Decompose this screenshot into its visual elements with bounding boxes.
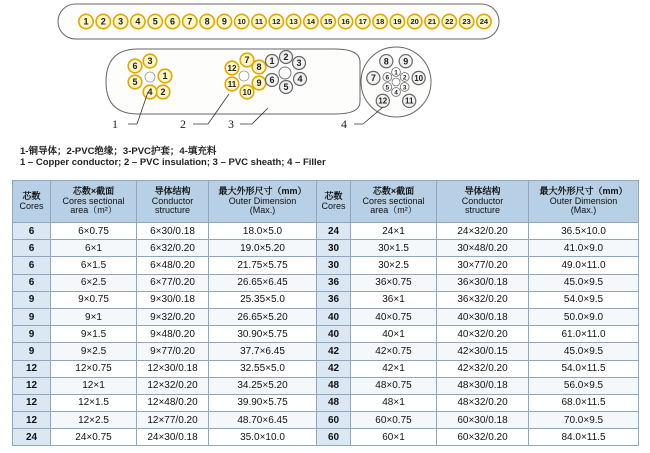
core-number: 21 (427, 17, 437, 27)
cell-cores-right: 36 (317, 291, 351, 308)
cell-cores-right: 48 (317, 377, 351, 394)
round-inner-core (383, 73, 392, 82)
flat-core (356, 14, 370, 28)
bundle-a-core (158, 69, 172, 83)
core-number: 5 (385, 84, 390, 92)
cell-dimension-left: 18.0×5.0 (209, 223, 317, 240)
callout-2: 2 (180, 117, 186, 131)
flat-core (200, 14, 214, 28)
flat-core (183, 14, 197, 28)
core-number: 7 (187, 16, 193, 27)
cell-cores-left: 6 (13, 257, 51, 274)
table-row (13, 240, 639, 257)
core-number: 5 (283, 82, 289, 93)
flat-core (131, 14, 145, 28)
cell-cores-left: 24 (13, 429, 51, 446)
cell-structure-right: 24×32/0.20 (437, 223, 529, 240)
cell-section-right: 42×0.75 (351, 343, 437, 360)
bundle-c-core (294, 73, 307, 86)
flat-core (373, 14, 387, 28)
cell-structure-right: 48×32/0.20 (437, 394, 529, 411)
cell-dimension-left: 48.70×6.45 (209, 412, 317, 429)
round-inner-core (392, 68, 401, 77)
flat-core (113, 14, 127, 28)
cell-section-left: 6×1.5 (51, 257, 137, 274)
round-inner-core (383, 83, 392, 92)
cell-structure-right: 40×32/0.20 (437, 326, 529, 343)
flat-core (79, 14, 93, 28)
cell-dimension-right: 45.0×9.5 (529, 274, 639, 291)
flat-core (304, 14, 318, 28)
round-inner-core (400, 73, 409, 82)
cell-structure-right: 40×30/0.18 (437, 308, 529, 325)
core-number: 11 (255, 17, 263, 27)
header-cores-right: 芯数 Cores (317, 181, 351, 223)
cell-structure-left: 6×32/0.20 (137, 240, 209, 257)
core-number: 3 (118, 16, 124, 27)
cell-dimension-right: 56.0×9.5 (529, 377, 639, 394)
bundle-b-core (252, 76, 266, 90)
cell-structure-right: 60×30/0.18 (437, 412, 529, 429)
cell-section-left: 6×0.75 (51, 223, 137, 240)
cell-cores-left: 9 (13, 326, 51, 343)
flat-core (442, 14, 456, 28)
table-body (13, 223, 639, 446)
header-section-right: 芯数×截面 Cores sectional area（m²） (351, 181, 437, 223)
cell-section-right: 36×1 (351, 291, 437, 308)
bundle-c-core (280, 51, 293, 64)
cell-section-right: 40×0.75 (351, 308, 437, 325)
cell-structure-left: 12×30/0.18 (137, 360, 209, 377)
bundle-a-core (156, 85, 170, 99)
cell-dimension-right: 54.0×11.5 (529, 360, 639, 377)
cell-dimension-right: 70.0×9.5 (529, 412, 639, 429)
flat-core (96, 14, 110, 28)
table-header-row (13, 181, 639, 223)
core-number: 4 (147, 87, 153, 98)
cell-structure-left: 6×48/0.20 (137, 257, 209, 274)
cell-cores-right: 30 (317, 257, 351, 274)
filler-core (145, 72, 155, 82)
core-number: 1 (83, 16, 89, 27)
core-number: 10 (237, 17, 246, 27)
core-number: 6 (385, 74, 390, 82)
legend-chinese: 1-铜导体；2-PVC绝缘；3-PVC护套；4-填充料 (20, 146, 217, 157)
flat-core (477, 14, 491, 28)
header-section-left: 芯数×截面 Cores sectional area（m²） (51, 181, 137, 223)
core-number: 16 (341, 17, 350, 27)
header-structure-left: 导体结构 Conductor structure (137, 181, 209, 223)
cell-cores-right: 48 (317, 394, 351, 411)
cell-structure-left: 9×48/0.20 (137, 326, 209, 343)
cell-cores-left: 9 (13, 308, 51, 325)
table-row (13, 412, 639, 429)
round-inner-core (392, 88, 401, 97)
cell-section-right: 36×0.75 (351, 274, 437, 291)
cell-section-right: 60×0.75 (351, 412, 437, 429)
callout-4: 4 (341, 117, 347, 131)
cell-cores-right: 36 (317, 274, 351, 291)
table-row (13, 308, 639, 325)
table-row (13, 394, 639, 411)
cell-section-right: 48×1 (351, 394, 437, 411)
table-row (13, 291, 639, 308)
cell-section-right: 42×1 (351, 360, 437, 377)
cell-structure-right: 42×32/0.20 (437, 360, 529, 377)
core-number: 11 (404, 96, 414, 106)
cell-cores-right: 60 (317, 412, 351, 429)
cell-dimension-right: 41.0×9.0 (529, 240, 639, 257)
cell-structure-left: 9×77/0.20 (137, 343, 209, 360)
cell-structure-left: 24×30/0.18 (137, 429, 209, 446)
core-number: 9 (403, 56, 409, 67)
core-number: 4 (394, 89, 398, 97)
cell-dimension-right: 36.5×10.0 (529, 223, 639, 240)
cell-cores-right: 40 (317, 308, 351, 325)
round-outer-core (412, 71, 425, 84)
cell-dimension-left: 21.75×5.75 (209, 257, 317, 274)
bundle-c-core (280, 81, 293, 94)
cell-cores-left: 6 (13, 223, 51, 240)
cell-cores-right: 24 (317, 223, 351, 240)
cell-dimension-left: 26.65×5.20 (209, 308, 317, 325)
table-row (13, 223, 639, 240)
bundle-a-core (128, 59, 142, 73)
core-number: 8 (204, 16, 210, 27)
cell-structure-right: 36×30/0.18 (437, 274, 529, 291)
flat-core (286, 14, 300, 28)
cell-dimension-right: 68.0×11.5 (529, 394, 639, 411)
cell-section-left: 6×2.5 (51, 274, 137, 291)
cell-structure-right: 60×32/0.20 (437, 429, 529, 446)
cell-section-right: 40×1 (351, 326, 437, 343)
flat-core (459, 14, 473, 28)
cell-cores-left: 12 (13, 377, 51, 394)
cell-section-right: 24×1 (351, 223, 437, 240)
cell-section-right: 30×2.5 (351, 257, 437, 274)
cell-section-left: 24×0.75 (51, 429, 137, 446)
bundle-b-core (225, 61, 239, 75)
cell-dimension-right: 45.0×9.5 (529, 343, 639, 360)
core-number: 3 (147, 56, 153, 67)
core-number: 24 (479, 17, 489, 27)
core-number: 13 (289, 17, 298, 27)
core-number: 15 (324, 17, 333, 27)
core-number: 8 (383, 56, 389, 67)
core-number: 3 (402, 84, 407, 92)
header-cores-left: 芯数 Cores (13, 181, 51, 223)
cell-section-left: 9×2.5 (51, 343, 137, 360)
cell-structure-right: 30×77/0.20 (437, 257, 529, 274)
core-number: 12 (227, 63, 237, 73)
cell-dimension-right: 84.0×11.5 (529, 429, 639, 446)
flat-core (235, 14, 249, 28)
cable-diagram (0, 0, 650, 150)
cell-dimension-left: 39.90×5.75 (209, 394, 317, 411)
cell-section-right: 48×0.75 (351, 377, 437, 394)
round-outer-core (367, 71, 380, 84)
cell-structure-left: 6×30/0.18 (137, 223, 209, 240)
cell-structure-right: 48×30/0.18 (437, 377, 529, 394)
core-number: 2 (283, 52, 289, 63)
core-number: 6 (169, 16, 176, 27)
core-number: 12 (378, 96, 388, 106)
cell-cores-left: 6 (13, 274, 51, 291)
cell-section-left: 6×1 (51, 240, 137, 257)
core-number: 17 (358, 17, 367, 27)
flat-core (390, 14, 404, 28)
core-number: 2 (160, 87, 166, 98)
table-row (13, 343, 639, 360)
filler-core (239, 71, 249, 81)
core-number: 6 (132, 61, 138, 72)
callout-3: 3 (228, 117, 234, 131)
header-structure-right: 导体结构 Conductor structure (437, 181, 529, 223)
cell-section-left: 9×0.75 (51, 291, 137, 308)
cell-dimension-left: 37.7×6.45 (209, 343, 317, 360)
flat-core (269, 14, 283, 28)
core-number: 19 (393, 17, 402, 27)
table-row (13, 326, 639, 343)
cell-cores-right: 60 (317, 429, 351, 446)
cell-structure-left: 12×48/0.20 (137, 394, 209, 411)
core-number: 6 (269, 75, 275, 86)
flat-core (252, 14, 266, 28)
cell-section-left: 12×1.5 (51, 394, 137, 411)
cell-dimension-left: 26.65×6.45 (209, 274, 317, 291)
cell-structure-left: 6×77/0.20 (137, 274, 209, 291)
cell-cores-right: 42 (317, 360, 351, 377)
cell-dimension-left: 32.55×5.0 (209, 360, 317, 377)
cell-structure-right: 36×32/0.20 (437, 291, 529, 308)
core-number: 4 (135, 16, 141, 27)
core-number: 2 (402, 74, 407, 82)
bundle-c-core (293, 57, 306, 70)
bundle-a-core (128, 75, 142, 89)
round-inner-core (400, 83, 409, 92)
cell-dimension-left: 19.0×5.20 (209, 240, 317, 257)
legend (20, 146, 326, 168)
round-outer-core (380, 55, 393, 68)
cell-structure-left: 9×32/0.20 (137, 308, 209, 325)
cell-cores-left: 12 (13, 412, 51, 429)
flat-core (338, 14, 352, 28)
cell-cores-right: 40 (317, 326, 351, 343)
cell-cores-right: 30 (317, 240, 351, 257)
bundle-c-core (266, 55, 279, 68)
core-number: 5 (152, 16, 158, 27)
cell-dimension-right: 54.0×9.5 (529, 291, 639, 308)
cell-dimension-left: 25.35×5.0 (209, 291, 317, 308)
cell-dimension-right: 61.0×11.0 (529, 326, 639, 343)
callout-1: 1 (112, 117, 118, 131)
cell-cores-left: 12 (13, 360, 51, 377)
core-number: 9 (221, 16, 227, 27)
core-number: 9 (256, 78, 262, 89)
callout-labels (112, 117, 347, 131)
core-number: 7 (244, 55, 250, 66)
cell-dimension-left: 30.90×5.75 (209, 326, 317, 343)
cell-structure-left: 9×30/0.18 (137, 291, 209, 308)
cell-dimension-right: 49.0×11.0 (529, 257, 639, 274)
cell-dimension-right: 50.0×9.0 (529, 308, 639, 325)
table-row (13, 360, 639, 377)
bundle-a-core (143, 54, 157, 68)
table-row (13, 274, 639, 291)
cell-section-left: 12×1 (51, 377, 137, 394)
cell-structure-right: 42×30/0.15 (437, 343, 529, 360)
cell-structure-left: 12×32/0.20 (137, 377, 209, 394)
table-row (13, 257, 639, 274)
core-number: 5 (132, 77, 138, 88)
cell-section-left: 9×1.5 (51, 326, 137, 343)
cell-cores-left: 9 (13, 291, 51, 308)
core-number: 20 (410, 17, 419, 27)
flat-core (408, 14, 422, 28)
cell-section-left: 12×0.75 (51, 360, 137, 377)
cell-section-right: 30×1.5 (351, 240, 437, 257)
cell-structure-left: 12×77/0.20 (137, 412, 209, 429)
core-number: 10 (242, 87, 252, 97)
cell-dimension-left: 35.0×10.0 (209, 429, 317, 446)
cell-section-left: 12×2.5 (51, 412, 137, 429)
cell-dimension-left: 34.25×5.20 (209, 377, 317, 394)
filler-core (279, 67, 291, 79)
core-number: 1 (394, 69, 398, 77)
core-number: 23 (462, 17, 471, 27)
flat-core (321, 14, 335, 28)
cell-cores-right: 42 (317, 343, 351, 360)
bundle-c-core (266, 74, 279, 87)
flat-core (217, 14, 231, 28)
core-number: 22 (445, 17, 454, 27)
header-dimension-left: 最大外形尺寸（mm） Outer Dimension (Max.) (209, 181, 317, 223)
core-number: 4 (297, 74, 303, 85)
cell-cores-left: 9 (13, 343, 51, 360)
core-number: 3 (296, 58, 302, 69)
core-number: 10 (414, 73, 424, 83)
cell-section-left: 9×1 (51, 308, 137, 325)
round-outer-core (403, 94, 416, 107)
core-number: 1 (269, 56, 275, 67)
core-number: 8 (256, 62, 262, 73)
core-number: 1 (162, 71, 168, 82)
cell-cores-left: 12 (13, 394, 51, 411)
header-dimension-right: 最大外形尺寸（mm） Outer Dimension (Max.) (529, 181, 639, 223)
core-number: 14 (306, 17, 316, 27)
bundle-b-core (225, 77, 239, 91)
legend-english: 1 – Copper conductor; 2 – PVC insulation; 3 – PVC sheath; 4 – Filler (20, 157, 326, 168)
core-number: 11 (227, 79, 237, 89)
table-row (13, 377, 639, 394)
core-number: 12 (272, 17, 281, 27)
bundle-b-core (240, 85, 254, 99)
flat-core (425, 14, 439, 28)
flat-core (165, 14, 179, 28)
cell-cores-left: 6 (13, 240, 51, 257)
core-number: 18 (375, 17, 385, 27)
core-number: 2 (100, 16, 106, 27)
flat-core (148, 14, 162, 28)
bundle-a-core (143, 85, 157, 99)
core-number: 7 (370, 73, 376, 84)
bundle-b-core (252, 60, 266, 74)
round-outer-core (376, 94, 389, 107)
round-outer-core (399, 55, 412, 68)
table-row (13, 429, 639, 446)
cell-section-right: 60×1 (351, 429, 437, 446)
filler-core (392, 78, 400, 86)
cell-structure-right: 30×48/0.20 (437, 240, 529, 257)
spec-table (12, 180, 639, 446)
